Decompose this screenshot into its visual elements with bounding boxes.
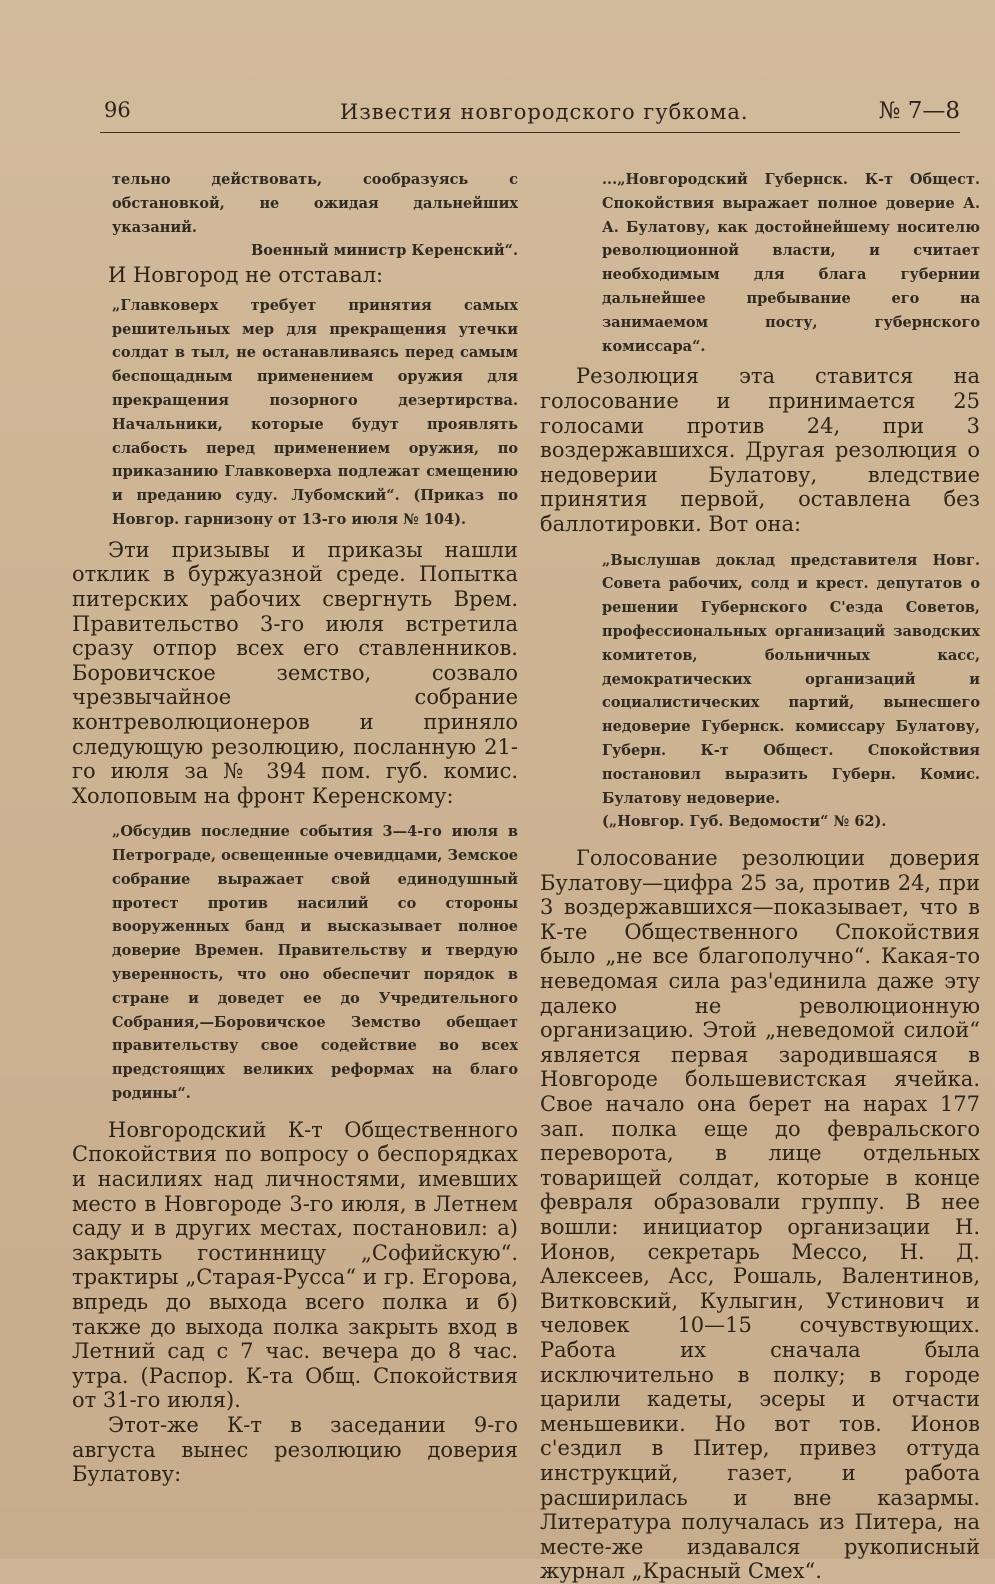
paragraph-committee: Новгородский К-т Общественного Спокойствия по вопросу о беспорядках и насилиях над личностями, имевших место в Новгороде 3-го июля, в Летнем саду и в других местах, постановил: а) закрыть гостинницу „Софийскую“. трактиры „Старая-Русса“ и гр. Егорова, впредь до выхода всего полка и б) также до выхода полка закрыть вход в Летний сад с 7 час. вечера до 8 час. утра. (Распор. К-та Общ. Спокойствия от 31-го июля). — [72, 1117, 518, 1413]
quote-distrust: „Выслушав доклад представителя Новг. Совета рабочих, солд и крест. депутатов о решении Губернского С'езда Советов, профессиональных организаций заводских комитетов, больничных касс, демократических организаций и социалистических партий, вынесшего недоверие Губернск. комиссару Булатову, Губерн. К-т Общест. Спокойствия постановил выразить Губерн. Комис. Булатову недоверие. — [602, 551, 980, 807]
page-number: 96 — [104, 98, 131, 122]
quote-source: („Новгор. Губ. Ведомости“ № 62). — [602, 813, 887, 831]
left-column — [72, 168, 518, 1487]
paragraph-novgorod: И Новгород не отставал: — [108, 263, 384, 288]
quote-tail: тельно действовать, сообразуясь с обстановкой, не ожидая дальнейших указаний. — [112, 171, 518, 236]
issue-number: № 7—8 — [878, 98, 960, 124]
paragraph-vote: Голосование резолюции доверия Булатову—цифра 25 за, против 24, при 3 воздержавшихся—показывает, что в К-те Общественного Спокойствия было „не все благополучно“. Какая-то неведомая сила раз'единила даже эту далеко не революционную организацию. Этой „неведомой силой“ является первая зародившаяся в Новгороде большевистская ячейка. Свое начало она берет на нарах 177 зап. полка еще до февральского переворота, в лице отдельных товарищей солдат, которые в конце февраля образовали группу. В нее вошли: инициатор организации Н. Ионов, секретарь Мессо, Н. Д. Алексеев, Асс, Рошаль, Валентинов, Витковский, Кулыгин, Устинович и человек 10—15 сочувствующих. Работа их сначала была исключительно в полку; в городе царили кадеты, эсеры и отчасти меньшевики. Но вот тов. Ионов с'ездил в Питер, привез оттуда инструкций, газет, и работа расширилась и вне казармы. Литература получалась из Питера, на месте-же издавался рукописный журнал „Красный Смех“. — [540, 846, 980, 1584]
quote-trust: ...„Новгородский Губернск. К-т Общест. Спокойствия выражает полное доверие А. А. Булатову, как достойнейшему носителю революционной власти, и считает необходимым для блага губернии дальнейшее пребывание его на занимаемом посту, губернского комиссара“. — [602, 171, 980, 355]
quote-zemstvo: „Обсудив последние события 3—4-го июля в Петрограде, освещенные очевидцами, Земское собрание выражает свой единодушный протест против насилий со стороны вооруженных банд и высказывает полное доверие Времен. Правительству и твердую уверенность, что оно обеспечит порядок в стране и доведет ее до Учредительного Собрания,—Боровичское Земство обещает правительству свое содействие во всех предстоящих великих реформах на благо родины“. — [112, 823, 518, 1103]
quote-order: „Главковерх требует принятия самых решительных мер для прекращения утечки солдат в тыл, не останавливаясь перед самым беспощадным применением оружия для прекращения позорного дезертирства. Начальники, которые будут проявлять слабость перед применением оружия, по приказанию Главковерха подлежат смещению и преданию суду. Лубомский“. (Приказ по Новгор. гарнизону от 13-го июля № 104). — [112, 296, 518, 528]
paragraph-calls: Эти призывы и приказы нашли отклик в буржуазной среде. Попытка питерских рабочих свергнуть Врем. Правительство 3-го июля встретила сразу отпор всех его ставленников. Боровичское земство, созвало чрезвычайное собрание контреволюционеров и приняло следующую резолюцию, посланную 21-го июля за № 394 пом. губ. комис. Холоповым на фронт Керенскому: — [72, 537, 518, 808]
right-column — [540, 168, 980, 1584]
paragraph-same-committee: Этот-же К-т в заседании 9-го августа вынес резолюцию доверия Булатову: — [72, 1412, 518, 1487]
publication-title: Известия новгородского губкома. — [340, 100, 749, 124]
quote-signature: Военный министр Керенский“. — [250, 242, 518, 260]
paragraph-resolution: Резолюция эта ставится на голосование и принимается 25 голосами против 24, при 3 воздержавшихся. Другая резолюция о недоверии Булатову, вледствие принятия первой, оставлена без баллотировки. Вот она: — [540, 364, 980, 536]
page-header — [100, 98, 960, 133]
